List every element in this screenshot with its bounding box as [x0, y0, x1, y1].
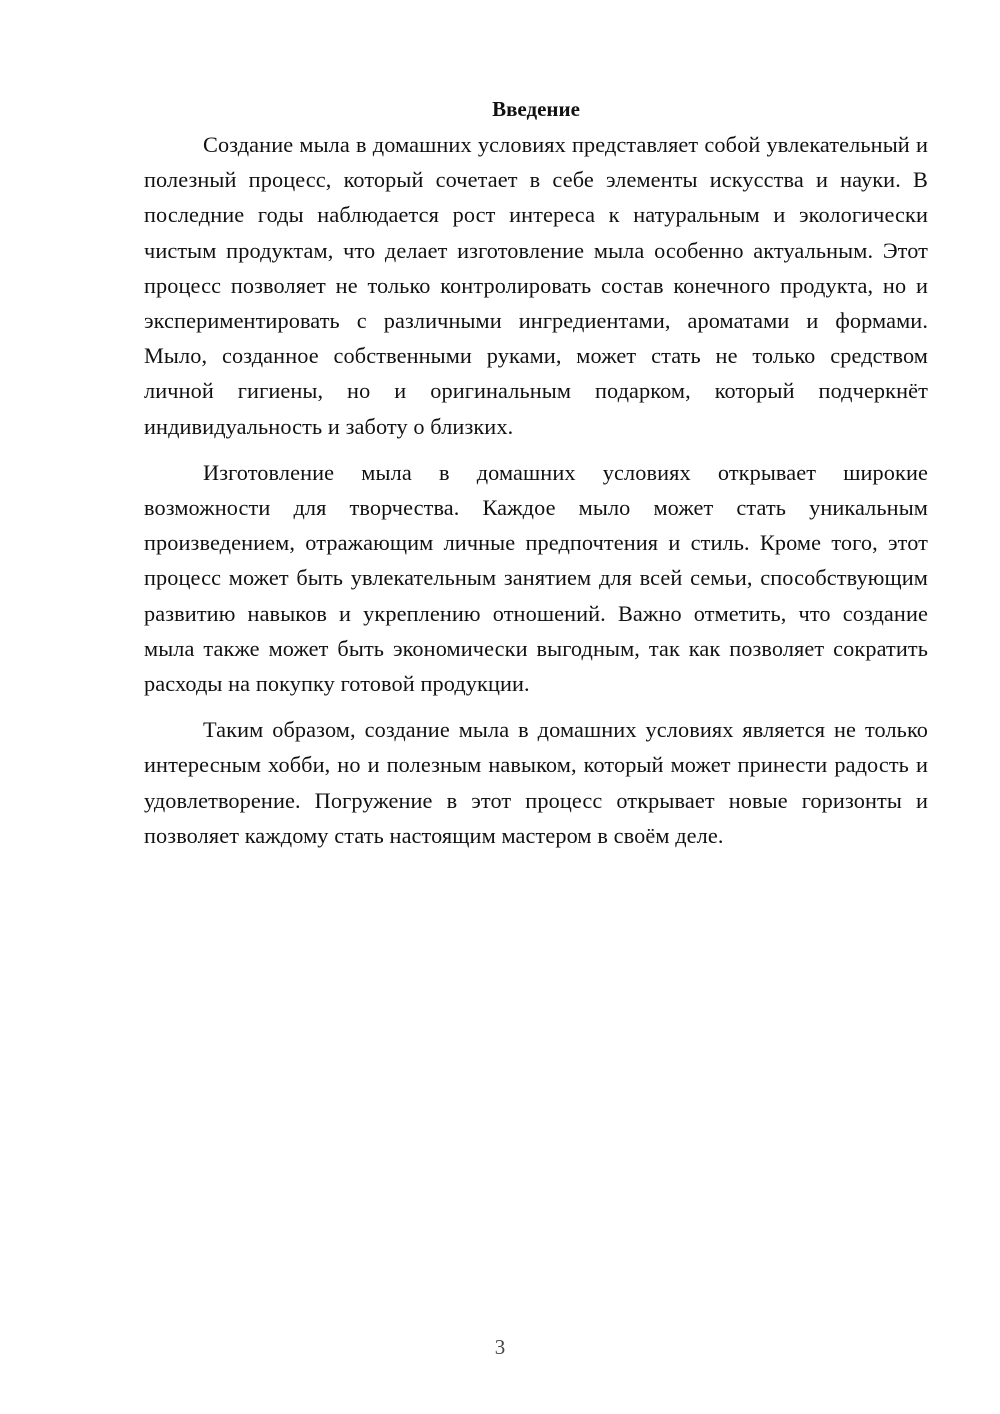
section-title: Введение [492, 97, 580, 121]
paragraph-2: Изготовление мыла в домашних условиях открывает широкие возможности для творчества. Каждое мыло может стать уникальным произведением, отражающим личные предпочтения и стиль. Кроме того, этот процесс может быть увлекательным занятием для всей семьи, способствующим развитию навыков и укреплению отношений. Важно отметить, что создание мыла также может быть экономически выгодным, так как позволяет сократить расходы на покупку готовой продукции. [144, 459, 928, 697]
page-number: 3 [494, 1335, 506, 1359]
paragraph-3: Таким образом, создание мыла в домашних условиях является не только интересным хобби, но и полезным навыком, который может принести радость и удовлетворение. Погружение в этот процесс открывает новые горизонты и позволяет каждому стать настоящим мастером в своём деле. [144, 717, 928, 848]
document-body [144, 92, 928, 864]
paragraph-1: Создание мыла в домашних условиях представляет собой увлекательный и полезный процесс, который сочетает в себе элементы искусства и науки. В последние годы наблюдается рост интереса к натуральным и экологически чистым продуктам, что делает изготовление мыла особенно актуальным. Этот процесс позволяет не только контролировать состав конечного продукта, но и экспериментировать с различными ингредиентами, ароматами и формами. Мыло, созданное собственными руками, может стать не только средством личной гигиены, но и оригинальным подарком, который подчеркнёт индивидуальность и заботу о близких. [144, 132, 928, 439]
